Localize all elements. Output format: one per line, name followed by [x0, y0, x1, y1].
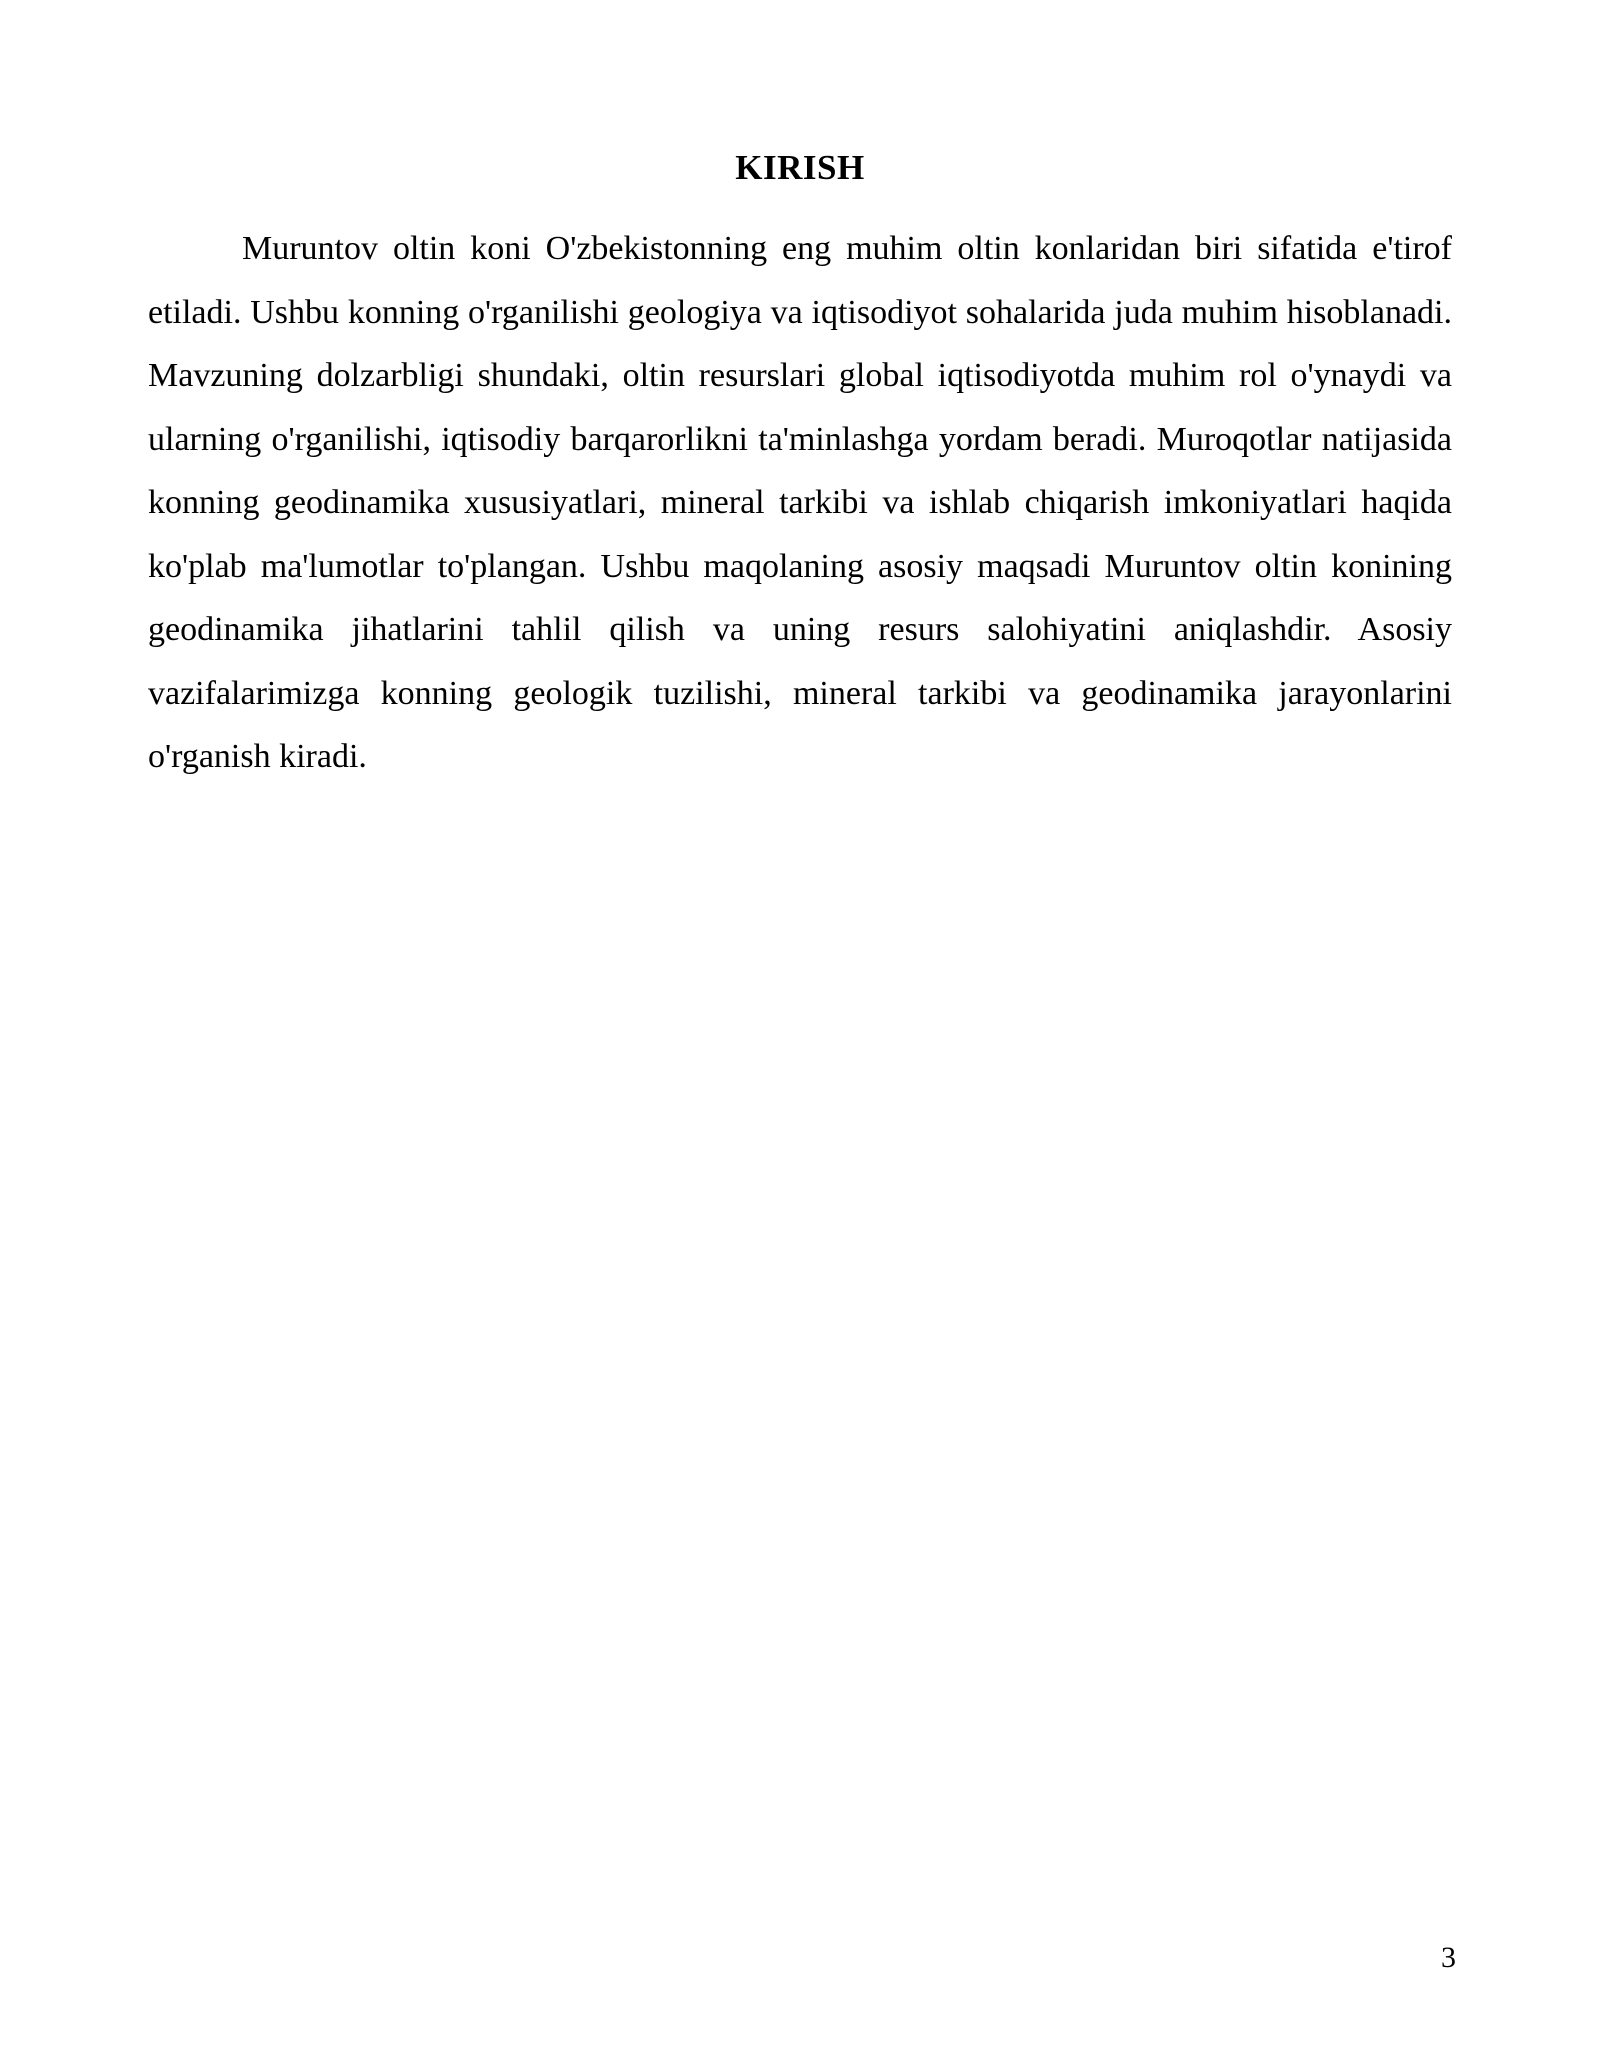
section-heading: KIRISH: [735, 148, 865, 187]
body-paragraph: Muruntov oltin koni O'zbekistonning eng muhim oltin konlaridan biri sifatida e'tirof etiladi. Ushbu konning o'rganilishi geologiya va iqtisodiyot sohalarida juda muhim hisoblanadi. Mavzuning dolzarbligi shundaki, oltin resurslari global iqtisodiyotda muhim rol o'ynaydi va ularning o'rganilishi, iqtisodiy barqarorlikni ta'minlashga yordam beradi. Muroqotlar natijasida konning geodinamika xususiyatlari, mineral tarkibi va ishlab chiqarish imkoniyatlari haqida ko'plab ma'lumotlar to'plangan. Ushbu maqolaning asosiy maqsadi Muruntov oltin konining geodinamika jihatlarini tahlil qilish va uning resurs salohiyatini aniqlashdir. Asosiy vazifalarimizga konning geologik tuzilishi, mineral tarkibi va geodinamika jarayonlarini o'rganish kiradi.: [148, 230, 1452, 775]
page-number: 3: [1441, 1941, 1456, 1974]
